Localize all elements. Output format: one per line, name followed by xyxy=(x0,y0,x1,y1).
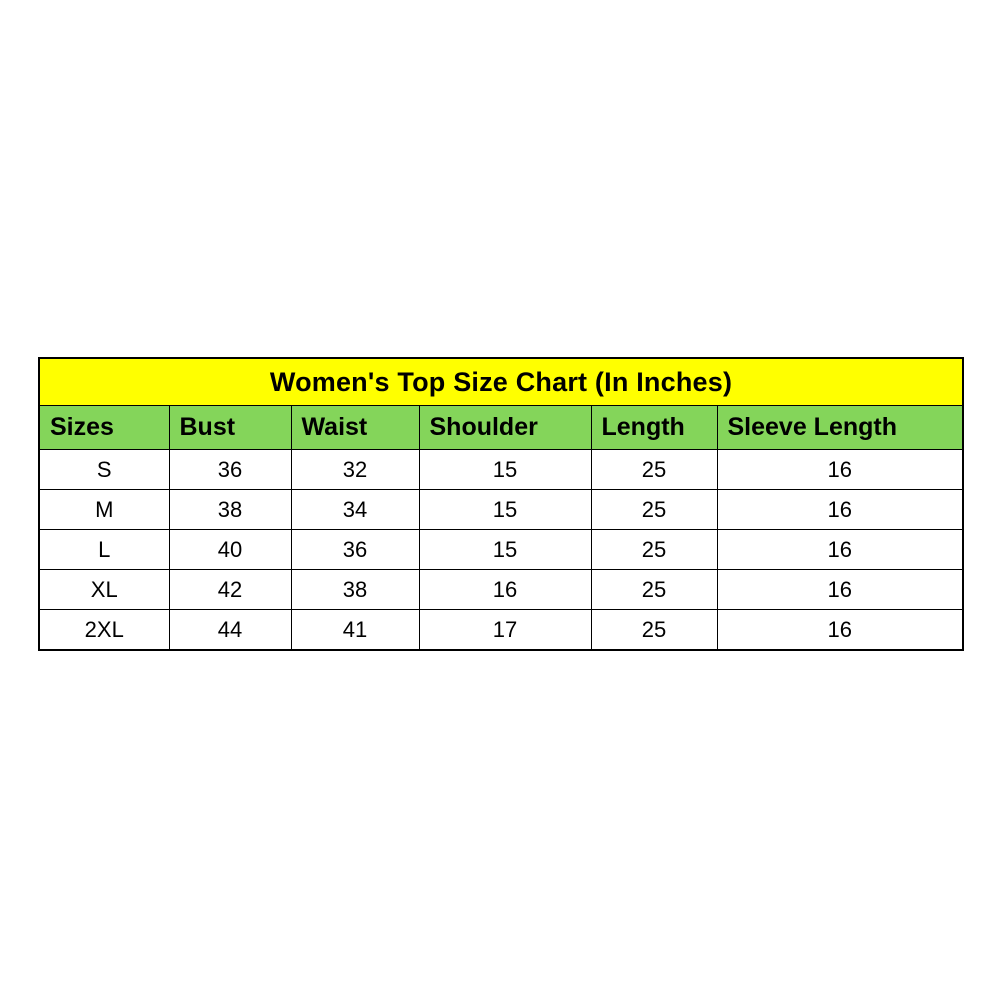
table-row xyxy=(39,490,963,530)
cell-length: 25 xyxy=(591,490,717,530)
column-header-shoulder: Shoulder xyxy=(419,406,591,450)
table-row xyxy=(39,570,963,610)
cell-shoulder: 16 xyxy=(419,570,591,610)
chart-title: Women's Top Size Chart (In Inches) xyxy=(39,358,963,406)
cell-length: 25 xyxy=(591,570,717,610)
cell-waist: 36 xyxy=(291,530,419,570)
cell-sleeve-length: 16 xyxy=(717,450,963,490)
column-header-sleeve-length: Sleeve Length xyxy=(717,406,963,450)
size-chart-table xyxy=(38,357,964,651)
cell-sleeve-length: 16 xyxy=(717,610,963,651)
cell-size: L xyxy=(39,530,169,570)
column-header-sizes: Sizes xyxy=(39,406,169,450)
cell-shoulder: 17 xyxy=(419,610,591,651)
cell-shoulder: 15 xyxy=(419,490,591,530)
cell-sleeve-length: 16 xyxy=(717,570,963,610)
cell-bust: 40 xyxy=(169,530,291,570)
cell-waist: 32 xyxy=(291,450,419,490)
column-header-waist: Waist xyxy=(291,406,419,450)
table-row xyxy=(39,530,963,570)
cell-size: M xyxy=(39,490,169,530)
chart-title-row xyxy=(39,358,963,406)
cell-waist: 38 xyxy=(291,570,419,610)
cell-shoulder: 15 xyxy=(419,530,591,570)
size-chart-container xyxy=(38,357,962,651)
cell-bust: 44 xyxy=(169,610,291,651)
cell-sleeve-length: 16 xyxy=(717,530,963,570)
column-header-bust: Bust xyxy=(169,406,291,450)
cell-sleeve-length: 16 xyxy=(717,490,963,530)
cell-shoulder: 15 xyxy=(419,450,591,490)
table-header-row xyxy=(39,406,963,450)
cell-length: 25 xyxy=(591,610,717,651)
cell-length: 25 xyxy=(591,530,717,570)
column-header-length: Length xyxy=(591,406,717,450)
cell-size: XL xyxy=(39,570,169,610)
cell-size: S xyxy=(39,450,169,490)
cell-bust: 42 xyxy=(169,570,291,610)
cell-bust: 36 xyxy=(169,450,291,490)
cell-waist: 34 xyxy=(291,490,419,530)
cell-size: 2XL xyxy=(39,610,169,651)
cell-bust: 38 xyxy=(169,490,291,530)
table-row xyxy=(39,610,963,651)
cell-length: 25 xyxy=(591,450,717,490)
table-row xyxy=(39,450,963,490)
cell-waist: 41 xyxy=(291,610,419,651)
